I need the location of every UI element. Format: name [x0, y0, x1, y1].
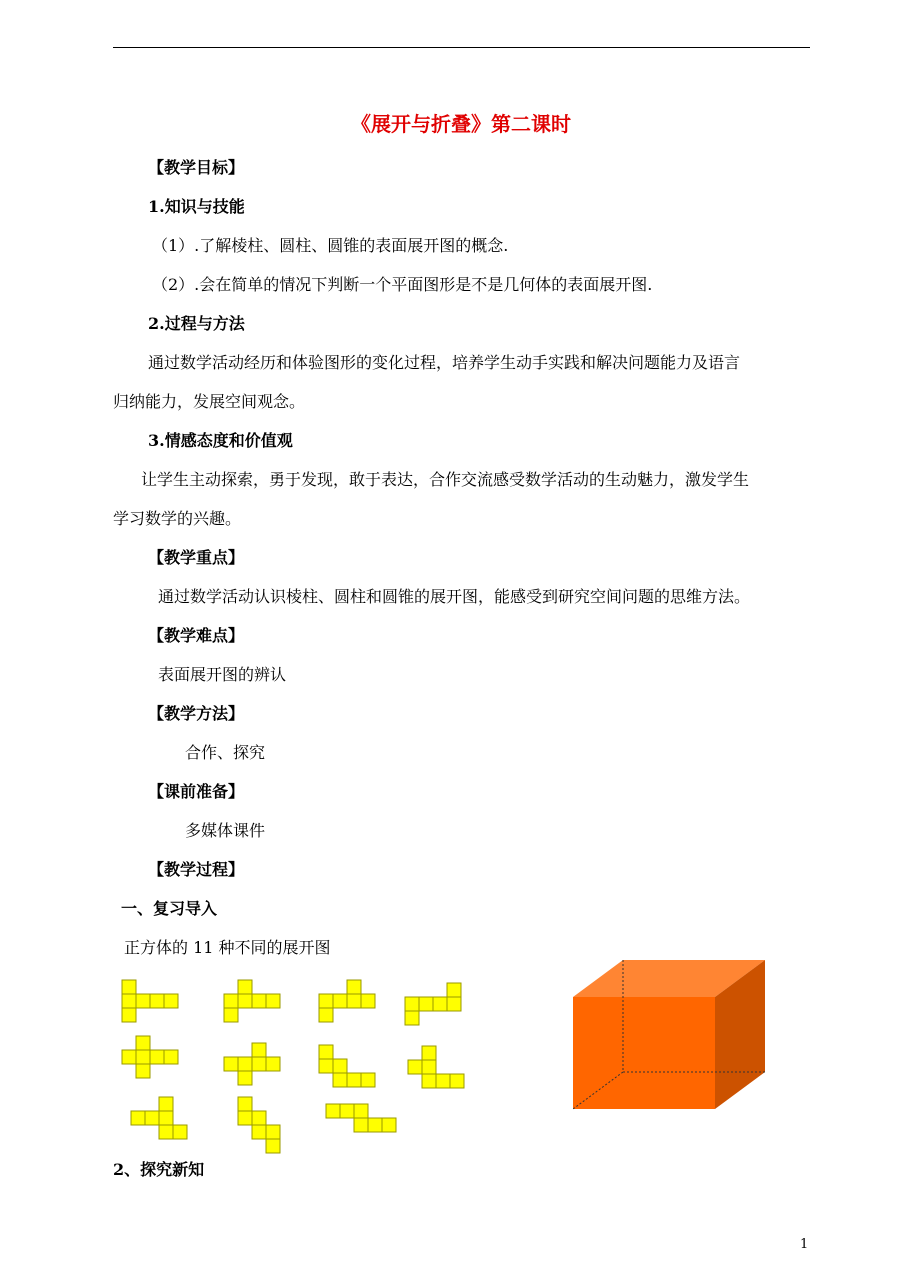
- cube-net-2: [224, 980, 280, 1022]
- attitude-heading: 3.情感态度和价值观: [148, 431, 293, 450]
- process-method-text-line2: 归纳能力，发展空间观念。: [113, 392, 306, 411]
- net-square: [150, 994, 164, 1008]
- net-square: [164, 994, 178, 1008]
- page-number: 1: [800, 1237, 809, 1252]
- cube-net-6: [224, 1043, 280, 1085]
- net-square: [159, 1111, 173, 1125]
- net-square: [419, 997, 433, 1011]
- process-method-text-line1: 通过数学活动经历和体验图形的变化过程，培养学生动手实践和解决问题能力及语言: [148, 353, 741, 372]
- knowledge-item-2: （2）.会在简单的情况下判断一个平面图形是不是几何体的表面展开图.: [152, 275, 653, 294]
- review-intro-heading: 一、复习导入: [121, 899, 218, 918]
- net-square: [164, 1050, 178, 1064]
- knowledge-item-1: （1）.了解棱柱、圆柱、圆锥的表面展开图的概念.: [152, 236, 509, 255]
- net-square: [408, 1060, 422, 1074]
- net-square: [136, 1036, 150, 1050]
- net-square: [136, 1050, 150, 1064]
- attitude-text-line2: 学习数学的兴趣。: [113, 509, 242, 528]
- attitude-text-line1: 让学生主动探索，勇于发现，敢于表达，合作交流感受数学活动的生动魅力，激发学生: [141, 470, 750, 489]
- objectives-heading: 【教学目标】: [148, 158, 245, 177]
- net-square: [150, 1050, 164, 1064]
- net-square: [238, 994, 252, 1008]
- net-square: [354, 1104, 368, 1118]
- net-square: [266, 1125, 280, 1139]
- explore-new-knowledge-heading: 2、探究新知: [113, 1160, 205, 1179]
- net-square: [333, 994, 347, 1008]
- cube-front-face: [573, 997, 715, 1109]
- knowledge-skills-heading: 1.知识与技能: [148, 197, 245, 216]
- net-square: [122, 994, 136, 1008]
- preparation-text: 多媒体课件: [185, 821, 266, 840]
- net-square: [266, 1139, 280, 1153]
- method-heading: 【教学方法】: [148, 704, 245, 723]
- cube-net-1: [122, 980, 178, 1022]
- net-square: [436, 1074, 450, 1088]
- net-square: [122, 980, 136, 994]
- net-square: [238, 1097, 252, 1111]
- net-square: [238, 1071, 252, 1085]
- net-square: [368, 1118, 382, 1132]
- net-square: [122, 1008, 136, 1022]
- net-square: [333, 1059, 347, 1073]
- net-square: [252, 1125, 266, 1139]
- net-square: [159, 1125, 173, 1139]
- net-square: [347, 994, 361, 1008]
- cube-net-9: [131, 1097, 187, 1139]
- net-square: [447, 997, 461, 1011]
- cube-net-5: [122, 1036, 178, 1078]
- difficulty-heading: 【教学难点】: [148, 626, 245, 645]
- key-points-text: 通过数学活动认识棱柱、圆柱和圆锥的展开图，能感受到研究空间问题的思维方法。: [158, 587, 751, 606]
- net-square: [347, 1073, 361, 1087]
- net-square: [252, 1043, 266, 1057]
- net-square: [354, 1118, 368, 1132]
- net-square: [173, 1125, 187, 1139]
- teaching-process-heading: 【教学过程】: [148, 860, 245, 879]
- net-square: [319, 1059, 333, 1073]
- net-square: [319, 1045, 333, 1059]
- cube-net-7: [319, 1045, 375, 1087]
- net-square: [238, 1111, 252, 1125]
- method-text: 合作、探究: [185, 743, 266, 762]
- net-square: [238, 980, 252, 994]
- net-square: [159, 1097, 173, 1111]
- net-square: [405, 1011, 419, 1025]
- net-square: [252, 1057, 266, 1071]
- cube-net-11: [326, 1104, 396, 1132]
- net-square: [224, 994, 238, 1008]
- net-square: [252, 994, 266, 1008]
- preparation-heading: 【课前准备】: [148, 782, 245, 801]
- net-square: [340, 1104, 354, 1118]
- net-square: [224, 1057, 238, 1071]
- net-square: [422, 1046, 436, 1060]
- net-square: [266, 994, 280, 1008]
- net-square: [319, 1008, 333, 1022]
- net-square: [319, 994, 333, 1008]
- net-square: [266, 1057, 280, 1071]
- net-square: [136, 994, 150, 1008]
- net-square: [224, 1008, 238, 1022]
- net-square: [361, 994, 375, 1008]
- net-square: [145, 1111, 159, 1125]
- net-square: [450, 1074, 464, 1088]
- cube-net-4: [405, 983, 461, 1025]
- net-square: [405, 997, 419, 1011]
- net-square: [122, 1050, 136, 1064]
- net-square: [136, 1064, 150, 1078]
- net-square: [382, 1118, 396, 1132]
- net-square: [422, 1060, 436, 1074]
- net-square: [361, 1073, 375, 1087]
- cube-net-10: [238, 1097, 280, 1153]
- net-square: [238, 1057, 252, 1071]
- net-square: [447, 983, 461, 997]
- net-square: [422, 1074, 436, 1088]
- cube-net-8: [408, 1046, 464, 1088]
- net-square: [333, 1073, 347, 1087]
- net-square: [347, 980, 361, 994]
- document-title: 《展开与折叠》第二课时: [351, 112, 571, 136]
- net-square: [131, 1111, 145, 1125]
- cube-net-3: [319, 980, 375, 1022]
- process-method-heading: 2.过程与方法: [148, 314, 245, 333]
- key-points-heading: 【教学重点】: [148, 548, 245, 567]
- difficulty-text: 表面展开图的辨认: [158, 665, 287, 684]
- cube-nets-caption: 正方体的 11 种不同的展开图: [124, 938, 331, 957]
- net-square: [433, 997, 447, 1011]
- net-square: [326, 1104, 340, 1118]
- net-square: [252, 1111, 266, 1125]
- orange-cube-illustration: [565, 950, 775, 1120]
